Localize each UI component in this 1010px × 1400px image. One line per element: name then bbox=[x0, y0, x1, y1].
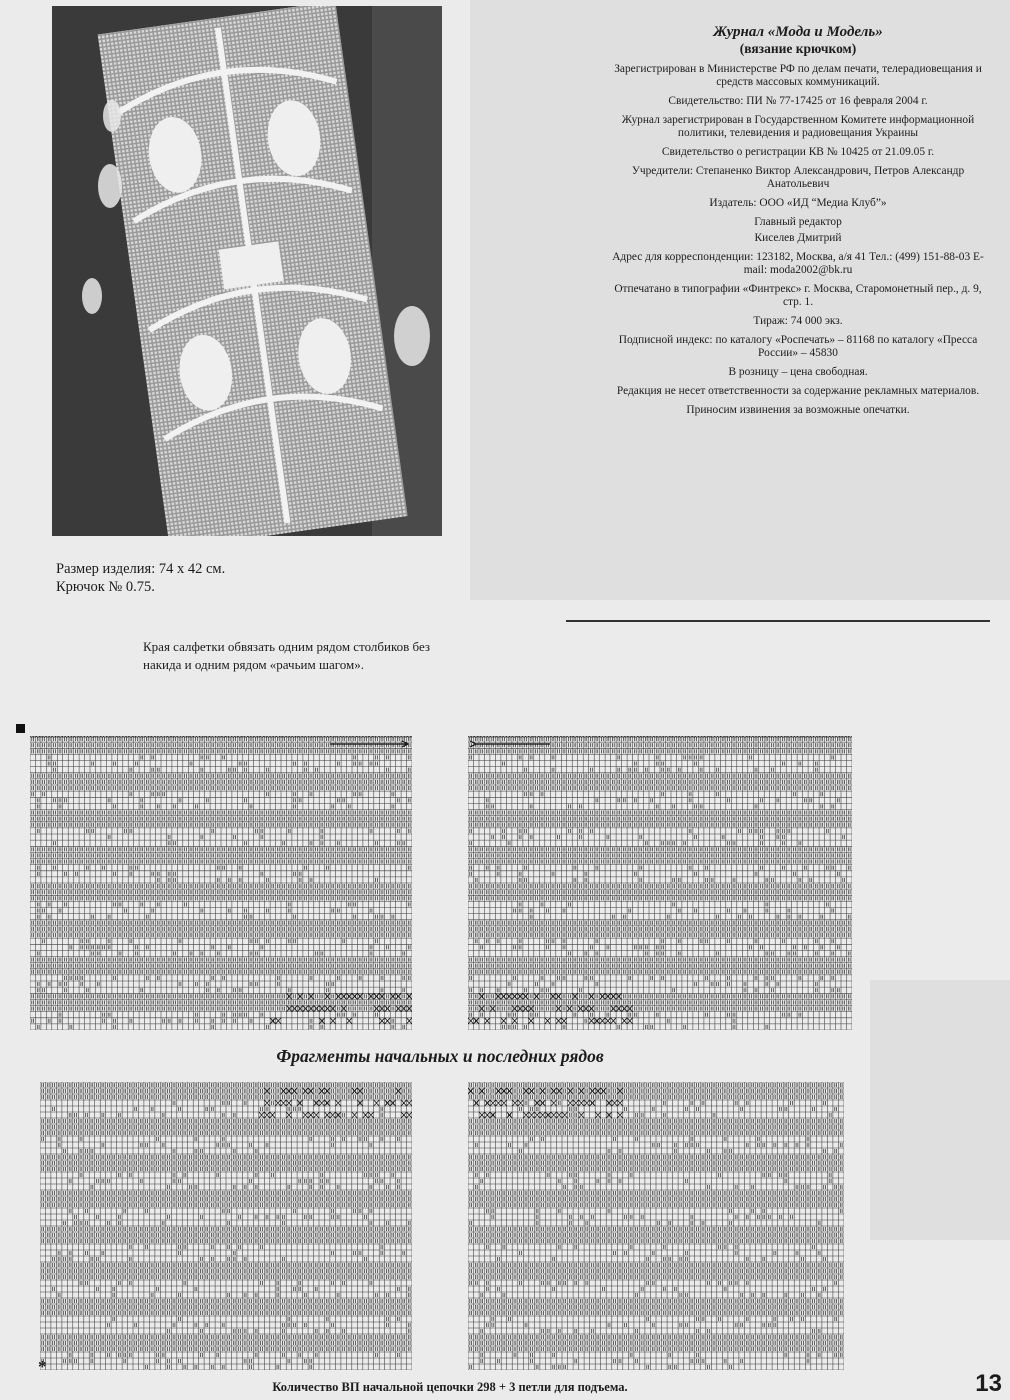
edging-note: Края салфетки обвязать одним рядом столбиков без накида и одним рядом «рачьим шагом». bbox=[143, 639, 431, 672]
asterisk-marker-icon: * bbox=[38, 1357, 47, 1376]
page-number: 13 bbox=[975, 1370, 1002, 1397]
imprint-line: В розницу – цена свободная. bbox=[728, 366, 868, 378]
imprint-line: Киселев Дмитрий bbox=[754, 232, 842, 244]
crochet-chart-grid bbox=[468, 1082, 844, 1370]
product-specs bbox=[56, 560, 225, 596]
magazine-subtitle: (вязание крючком) bbox=[739, 41, 857, 56]
imprint-line: Свидетельство о регистрации КВ № 10425 от 21.09.05 г. bbox=[661, 146, 935, 158]
imprint-line: Подписной индекс: по каталогу «Роспечать» – 81168 по каталогу «Пресса России» – 45830 bbox=[618, 334, 978, 359]
imprint-line: Приносим извинения за возможные опечатки. bbox=[686, 404, 910, 416]
divider bbox=[566, 620, 990, 622]
crochet-chart-grid bbox=[30, 736, 412, 1030]
footer-note: Количество ВП начальной цепочки 298 + 3 петли для подъема. bbox=[272, 1380, 628, 1394]
hook-label: Крючок № 0.75. bbox=[56, 579, 155, 595]
magazine-title: Журнал «Мода и Модель» bbox=[713, 24, 883, 40]
imprint-line: Тираж: 74 000 экз. bbox=[753, 315, 843, 327]
chart-bottom-left bbox=[40, 1082, 412, 1370]
imprint-line: Журнал зарегистрирован в Государственном Комитете информационной политики, телевидения и радиовещания Украины bbox=[621, 114, 975, 139]
size-label: Размер изделия: 74 x 42 см. bbox=[56, 561, 226, 577]
imprint-line: Зарегистрирован в Министерстве РФ по делам печати, телерадиовещания и средств массовых коммуникаций. bbox=[614, 63, 982, 88]
crochet-chart-grid bbox=[40, 1082, 412, 1370]
chart-top-right bbox=[468, 736, 852, 1030]
crochet-chart-grid bbox=[468, 736, 852, 1030]
imprint-line: Отпечатано в типографии «Финтрекс» г. Москва, Старомонетный пер., д. 9, стр. 1. bbox=[614, 283, 982, 308]
chart-top-left bbox=[30, 736, 412, 1030]
imprint-block bbox=[612, 24, 984, 423]
imprint-line: Свидетельство: ПИ № 77-17425 от 16 февраля 2004 г. bbox=[668, 95, 928, 107]
imprint-line: Адрес для корреспонденции: 123182, Москва, а/я 41 Тел.: (499) 151-88-03 E-mail: moda2002@bk.ru bbox=[612, 251, 984, 276]
chart-bottom-right bbox=[468, 1082, 844, 1370]
fragments-title: Фрагменты начальных и последних рядов bbox=[276, 1046, 604, 1066]
imprint-line: Учредители: Степаненко Виктор Александрович, Петров Александр Анатольевич bbox=[631, 165, 965, 190]
imprint-line: Издатель: ООО «ИД “Медиа Клуб”» bbox=[709, 197, 887, 209]
filled-square-marker-icon bbox=[16, 724, 25, 733]
imprint-line: Главный редактор bbox=[754, 216, 842, 228]
show-through-shadow bbox=[870, 980, 1010, 1240]
product-photo bbox=[52, 6, 442, 536]
imprint-line: Редакция не несет ответственности за содержание рекламных материалов. bbox=[616, 385, 980, 397]
